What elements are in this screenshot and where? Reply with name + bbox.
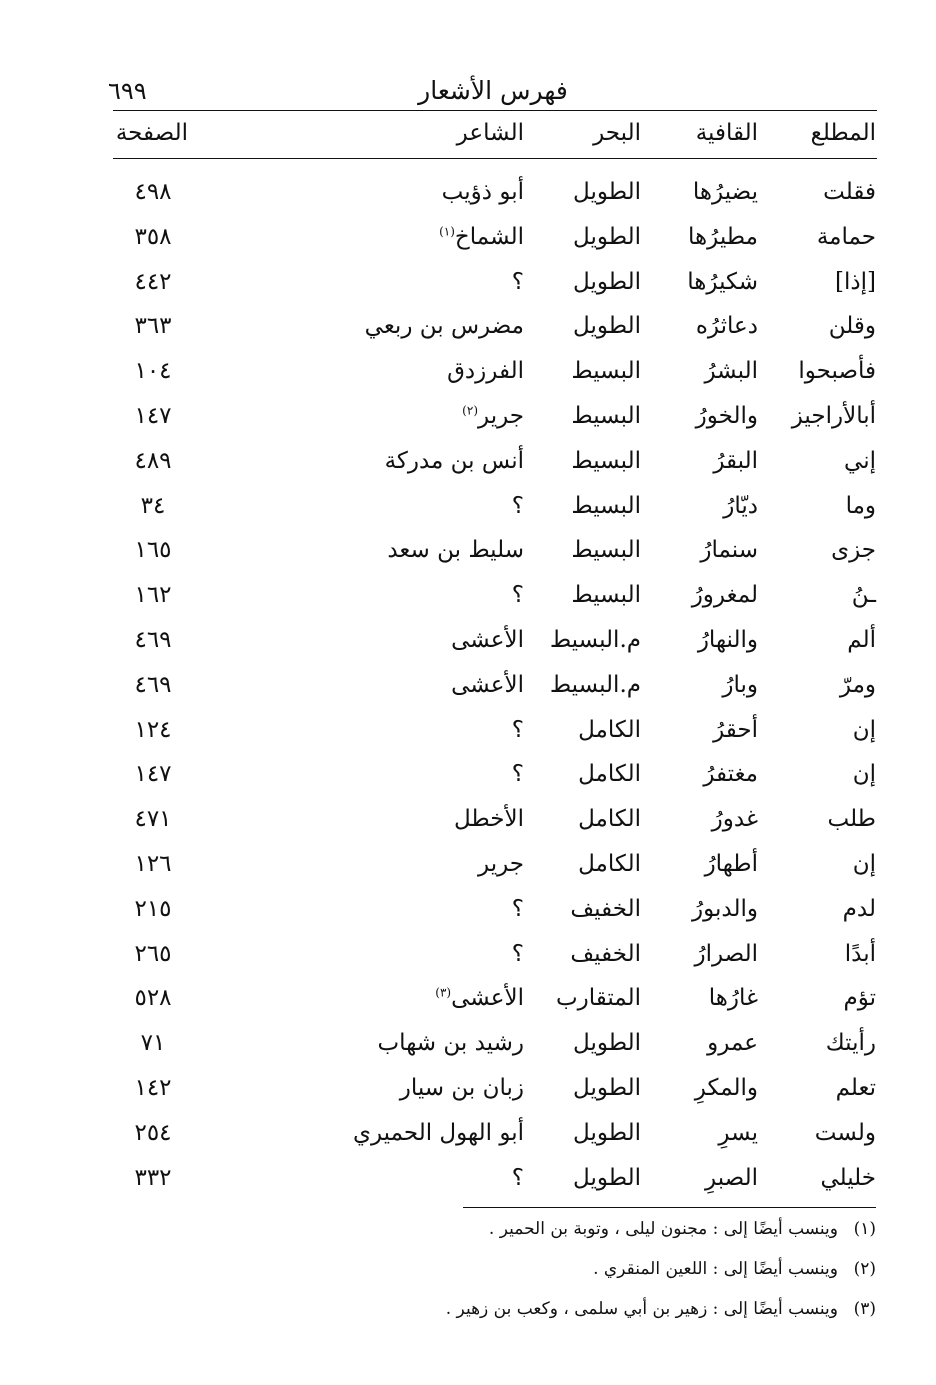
cell-shair <box>478 847 524 881</box>
cell-matla: رأيتك <box>825 1030 876 1057</box>
cell-bahr: الكامل <box>578 851 641 877</box>
table-row <box>0 892 936 932</box>
cell-matla: طلب <box>827 806 876 833</box>
table-row <box>0 1161 936 1201</box>
table-row <box>0 265 936 305</box>
footnote-number: (٢) <box>853 1259 876 1279</box>
column-header-bahr: البحر <box>593 120 641 146</box>
cell-bahr: الكامل <box>578 761 641 788</box>
cell-matla: وقلن <box>828 313 876 340</box>
cell-page: ١٤٧ <box>134 761 172 788</box>
table-row <box>0 713 936 753</box>
poet-name: ؟ <box>511 761 524 788</box>
column-header-page: الصفحة <box>115 120 188 146</box>
cell-bahr: البسيط <box>571 492 641 519</box>
cell-qafiya: مطيرُها <box>688 223 758 250</box>
page-number: ٦٩٩ <box>108 77 147 105</box>
cell-bahr: م.البسيط <box>549 671 641 698</box>
cell-matla: جزى <box>831 537 876 564</box>
cell-page: ٧١ <box>140 1030 166 1057</box>
table-row <box>0 1116 936 1156</box>
table-row <box>0 489 936 529</box>
cell-matla: تؤم <box>843 985 876 1012</box>
poet-name: الأعشى <box>451 985 524 1012</box>
poet-name: ؟ <box>511 268 524 295</box>
cell-page: ٣٦٣ <box>134 313 172 340</box>
cell-shair <box>512 757 524 791</box>
header-rule <box>113 110 877 111</box>
table-row <box>0 444 936 484</box>
cell-page: ٤٩٨ <box>134 179 172 205</box>
poet-name: جرير <box>478 403 524 429</box>
cell-bahr: الكامل <box>578 806 641 833</box>
poet-name: رشيد بن شهاب <box>377 1030 524 1057</box>
poet-name: أنس بن مدركة <box>384 447 524 474</box>
cell-matla: ومرّ <box>839 671 876 698</box>
cell-shair <box>512 1161 524 1195</box>
cell-shair <box>512 578 524 612</box>
cell-shair <box>512 892 524 926</box>
column-header-matla: المطلع <box>810 120 876 146</box>
table-row <box>0 1026 936 1066</box>
table-row <box>0 1071 936 1111</box>
table-row <box>0 578 936 618</box>
cell-shair <box>512 713 524 747</box>
poet-name: الشماخ <box>454 223 524 250</box>
cell-bahr: البسيط <box>571 358 641 385</box>
cell-shair <box>451 668 524 702</box>
footnote-text: وينسب أيضًا إلى : مجنون ليلى ، وتوبة بن الحمير . <box>488 1219 838 1239</box>
footnote <box>376 1256 876 1282</box>
poet-name: ؟ <box>511 716 524 743</box>
cell-page: ١٤٧ <box>134 403 172 429</box>
cell-page: ٢٥٤ <box>134 1119 172 1146</box>
cell-shair <box>447 354 524 388</box>
poet-name: الفرزدق <box>447 358 524 385</box>
cell-bahr: الطويل <box>573 223 641 250</box>
cell-page: ١٦٢ <box>134 582 172 609</box>
cell-matla: أبالأراجيز <box>791 403 876 429</box>
cell-matla: أبدًا <box>844 940 876 967</box>
cell-qafiya: والنهارُ <box>697 627 758 653</box>
table-row <box>0 533 936 573</box>
table-row <box>0 757 936 797</box>
cell-page: ٤٨٩ <box>134 447 172 474</box>
cell-bahr: البسيط <box>571 403 641 429</box>
cell-shair <box>365 309 524 343</box>
cell-qafiya: البشرُ <box>704 358 758 385</box>
cell-page: ٤٦٩ <box>134 627 172 653</box>
cell-matla: تعلم <box>835 1075 876 1101</box>
cell-bahr: المتقارب <box>555 985 641 1012</box>
table-row <box>0 668 936 708</box>
cell-qafiya: غارُها <box>708 985 758 1012</box>
footnote-marker: (٣) <box>435 985 452 1000</box>
cell-page: ٤٧١ <box>134 806 172 833</box>
table-row <box>0 309 936 349</box>
table-row <box>0 847 936 887</box>
table-row <box>0 220 936 260</box>
cell-shair <box>454 802 524 836</box>
poet-name: أبو ذؤيب <box>441 179 524 205</box>
table-row <box>0 175 936 215</box>
cell-page: ١٠٤ <box>134 358 172 385</box>
cell-page: ٣٥٨ <box>134 223 172 250</box>
cell-page: ٤٦٩ <box>134 671 172 698</box>
cell-shair <box>435 981 524 1015</box>
footnote-text: وينسب أيضًا إلى : اللعين المنقري . <box>593 1259 838 1279</box>
poet-name: الأخطل <box>453 806 524 833</box>
cell-matla: وما <box>845 492 876 519</box>
cell-qafiya: والمكرِ <box>694 1075 758 1101</box>
cell-page: ١٦٥ <box>134 537 172 564</box>
cell-shair <box>442 175 524 209</box>
cell-qafiya: سنمارُ <box>700 537 758 564</box>
footnote <box>376 1296 876 1322</box>
cell-matla: إن <box>852 761 876 788</box>
cell-qafiya: غدورُ <box>711 806 758 833</box>
table-row <box>0 937 936 977</box>
cell-bahr: الخفيف <box>570 940 641 967</box>
cell-matla: خليلي <box>820 1164 876 1191</box>
table-row <box>0 981 936 1021</box>
cell-qafiya: الصرارُ <box>694 940 758 967</box>
cell-bahr: الطويل <box>573 1030 641 1057</box>
cell-matla: لدم <box>842 895 876 922</box>
cell-matla: ولست <box>814 1119 876 1146</box>
table-row <box>0 802 936 842</box>
poet-name: ؟ <box>511 1164 524 1191</box>
page-title: فهرس الأشعار <box>418 76 568 105</box>
cell-page: ٢٦٥ <box>134 940 172 967</box>
footnote-marker: (١) <box>439 224 455 239</box>
cell-page: ١٢٦ <box>134 851 172 877</box>
cell-shair <box>353 1116 524 1150</box>
cell-bahr: الطويل <box>573 1119 641 1146</box>
poet-name: ؟ <box>511 582 524 609</box>
cell-bahr: البسيط <box>571 537 641 564</box>
cell-matla: فأصبحوا <box>798 358 876 385</box>
column-header-rule <box>113 158 877 159</box>
cell-shair <box>462 399 524 433</box>
footnote-marker: (٢) <box>462 403 478 418</box>
footnote <box>376 1216 876 1242</box>
cell-matla: [إذا] <box>835 268 876 295</box>
cell-bahr: البسيط <box>571 447 641 474</box>
cell-bahr: البسيط <box>571 582 641 609</box>
cell-matla: ـنُ <box>851 582 876 609</box>
cell-matla: فقلت <box>823 179 876 205</box>
cell-bahr: الطويل <box>573 179 641 205</box>
cell-bahr: م.البسيط <box>549 627 641 653</box>
cell-shair <box>378 1026 524 1060</box>
cell-matla: إني <box>844 447 876 474</box>
footnote-number: (١) <box>853 1219 876 1239</box>
cell-shair <box>451 623 524 657</box>
cell-shair <box>439 220 524 254</box>
cell-shair <box>512 265 524 299</box>
footnote-number: (٣) <box>853 1299 876 1319</box>
cell-shair <box>512 937 524 971</box>
cell-matla: إن <box>852 851 876 877</box>
poet-name: مضرس بن ربعي <box>364 313 524 340</box>
cell-qafiya: مغتفرُ <box>703 761 758 788</box>
cell-page: ٣٣٢ <box>134 1164 172 1191</box>
poet-name: جرير <box>478 851 524 877</box>
cell-page: ٤٤٢ <box>134 268 172 295</box>
table-row <box>0 399 936 439</box>
cell-matla: إن <box>852 716 876 743</box>
cell-page: ٢١٥ <box>134 895 172 922</box>
cell-page: ٣٤ <box>140 492 166 519</box>
poet-name: الأعشى <box>451 627 524 653</box>
poet-name: ؟ <box>511 940 524 967</box>
poet-name: أبو الهول الحميري <box>352 1119 524 1146</box>
cell-bahr: الطويل <box>573 313 641 340</box>
footnote-rule <box>463 1207 876 1208</box>
poet-name: الأعشى <box>451 671 524 698</box>
cell-matla: ألم <box>847 627 876 653</box>
cell-qafiya: شكيرُها <box>687 268 758 295</box>
table-row <box>0 623 936 663</box>
column-header-qafiya: القافية <box>695 120 758 146</box>
cell-shair <box>387 533 524 567</box>
cell-matla: حمامة <box>816 223 876 250</box>
cell-qafiya: أطهارُ <box>704 851 758 877</box>
cell-page: ٥٢٨ <box>134 985 172 1012</box>
cell-qafiya: أحقرُ <box>713 716 758 743</box>
cell-qafiya: لمغرورُ <box>691 582 758 609</box>
cell-qafiya: ديّارُ <box>723 492 758 519</box>
cell-qafiya: البقرُ <box>713 447 758 474</box>
poet-name: ؟ <box>511 492 524 519</box>
footnote-text: وينسب أيضًا إلى : زهير بن أبي سلمى ، وكعب بن زهير . <box>445 1299 838 1319</box>
poet-name: زبان بن سيار <box>399 1075 524 1101</box>
cell-bahr: الكامل <box>578 716 641 743</box>
cell-qafiya: الصبرِ <box>705 1164 758 1191</box>
cell-bahr: الخفيف <box>570 895 641 922</box>
poet-name: ؟ <box>511 895 524 922</box>
cell-qafiya: والخورُ <box>695 403 758 429</box>
cell-shair <box>400 1071 524 1105</box>
cell-page: ١٢٤ <box>134 716 172 743</box>
table-row <box>0 354 936 394</box>
cell-qafiya: يضيرُها <box>692 179 758 205</box>
cell-shair <box>385 444 524 478</box>
poet-name: سليط بن سعد <box>387 537 524 564</box>
cell-qafiya: عمرو <box>707 1030 758 1057</box>
cell-qafiya: والدبورُ <box>692 895 758 922</box>
cell-qafiya: دعاثرُه <box>695 313 758 340</box>
cell-bahr: الطويل <box>573 268 641 295</box>
cell-page: ١٤٢ <box>134 1075 172 1101</box>
cell-bahr: الطويل <box>573 1164 641 1191</box>
column-header-shair: الشاعر <box>456 120 524 146</box>
cell-qafiya: وبارُ <box>722 671 758 698</box>
cell-shair <box>512 489 524 523</box>
cell-bahr: الطويل <box>573 1075 641 1101</box>
cell-qafiya: يسرِ <box>718 1119 758 1146</box>
